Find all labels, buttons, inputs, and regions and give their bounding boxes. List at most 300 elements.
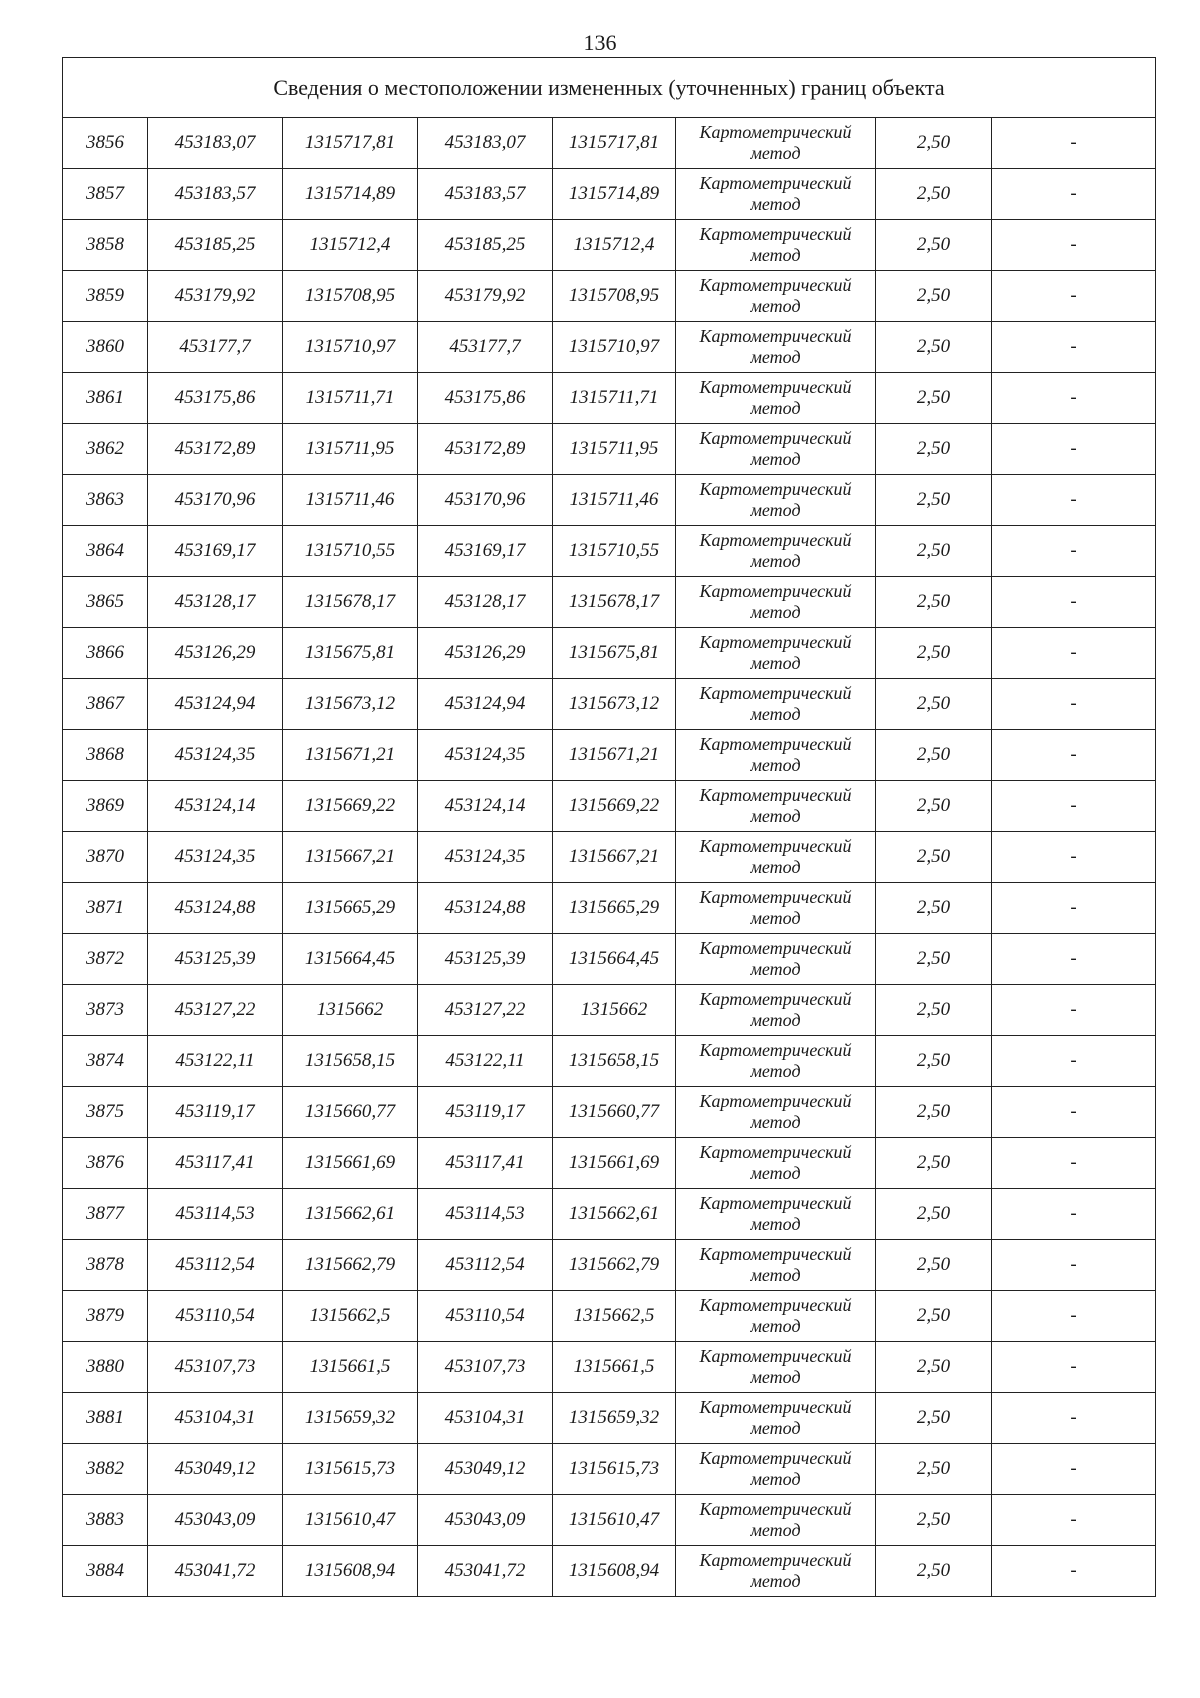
existing-y-cell: 1315671,21 bbox=[283, 730, 418, 781]
accuracy-cell: 2,50 bbox=[876, 424, 992, 475]
table-row bbox=[63, 781, 1156, 832]
refined-x-cell: 453124,14 bbox=[418, 781, 553, 832]
method-label-line2: метод bbox=[750, 1316, 801, 1336]
description-cell: - bbox=[992, 628, 1156, 679]
method-cell bbox=[676, 1546, 876, 1597]
method-cell bbox=[676, 169, 876, 220]
method-cell bbox=[676, 1393, 876, 1444]
description-cell: - bbox=[992, 118, 1156, 169]
accuracy-cell: 2,50 bbox=[876, 526, 992, 577]
point-number-cell: 3860 bbox=[63, 322, 148, 373]
accuracy-cell: 2,50 bbox=[876, 1291, 992, 1342]
accuracy-cell: 2,50 bbox=[876, 679, 992, 730]
refined-y-cell: 1315665,29 bbox=[553, 883, 676, 934]
existing-y-cell: 1315717,81 bbox=[283, 118, 418, 169]
method-cell bbox=[676, 118, 876, 169]
refined-y-cell: 1315669,22 bbox=[553, 781, 676, 832]
method-label-line1: Картометрический bbox=[699, 581, 852, 601]
method-cell bbox=[676, 1342, 876, 1393]
description-cell: - bbox=[992, 985, 1156, 1036]
refined-y-cell: 1315615,73 bbox=[553, 1444, 676, 1495]
method-label-line2: метод bbox=[750, 704, 801, 724]
existing-x-cell: 453183,07 bbox=[148, 118, 283, 169]
refined-y-cell: 1315661,5 bbox=[553, 1342, 676, 1393]
point-number-cell: 3877 bbox=[63, 1189, 148, 1240]
existing-y-cell: 1315711,71 bbox=[283, 373, 418, 424]
existing-x-cell: 453124,35 bbox=[148, 832, 283, 883]
refined-y-cell: 1315708,95 bbox=[553, 271, 676, 322]
refined-x-cell: 453124,88 bbox=[418, 883, 553, 934]
existing-x-cell: 453122,11 bbox=[148, 1036, 283, 1087]
method-cell bbox=[676, 577, 876, 628]
method-cell bbox=[676, 1495, 876, 1546]
description-cell: - bbox=[992, 679, 1156, 730]
description-cell: - bbox=[992, 1291, 1156, 1342]
existing-x-cell: 453127,22 bbox=[148, 985, 283, 1036]
refined-x-cell: 453169,17 bbox=[418, 526, 553, 577]
refined-x-cell: 453041,72 bbox=[418, 1546, 553, 1597]
existing-x-cell: 453043,09 bbox=[148, 1495, 283, 1546]
table-row bbox=[63, 679, 1156, 730]
table-row bbox=[63, 169, 1156, 220]
accuracy-cell: 2,50 bbox=[876, 1393, 992, 1444]
existing-x-cell: 453049,12 bbox=[148, 1444, 283, 1495]
refined-x-cell: 453119,17 bbox=[418, 1087, 553, 1138]
point-number-cell: 3882 bbox=[63, 1444, 148, 1495]
method-cell bbox=[676, 832, 876, 883]
method-label-line1: Картометрический bbox=[699, 173, 852, 193]
description-cell: - bbox=[992, 1036, 1156, 1087]
description-cell: - bbox=[992, 373, 1156, 424]
refined-x-cell: 453183,57 bbox=[418, 169, 553, 220]
method-cell bbox=[676, 220, 876, 271]
description-cell: - bbox=[992, 730, 1156, 781]
description-cell: - bbox=[992, 577, 1156, 628]
table-row bbox=[63, 1189, 1156, 1240]
method-label-line2: метод bbox=[750, 1163, 801, 1183]
accuracy-cell: 2,50 bbox=[876, 1087, 992, 1138]
method-label-line1: Картометрический bbox=[699, 1346, 852, 1366]
description-cell: - bbox=[992, 1189, 1156, 1240]
refined-y-cell: 1315678,17 bbox=[553, 577, 676, 628]
method-label-line2: метод bbox=[750, 245, 801, 265]
method-label-line1: Картометрический bbox=[699, 275, 852, 295]
existing-x-cell: 453110,54 bbox=[148, 1291, 283, 1342]
refined-y-cell: 1315667,21 bbox=[553, 832, 676, 883]
accuracy-cell: 2,50 bbox=[876, 118, 992, 169]
accuracy-cell: 2,50 bbox=[876, 271, 992, 322]
method-label-line1: Картометрический bbox=[699, 224, 852, 244]
existing-x-cell: 453179,92 bbox=[148, 271, 283, 322]
table-title-row bbox=[63, 58, 1156, 118]
refined-y-cell: 1315671,21 bbox=[553, 730, 676, 781]
point-number-cell: 3865 bbox=[63, 577, 148, 628]
refined-y-cell: 1315711,71 bbox=[553, 373, 676, 424]
existing-y-cell: 1315610,47 bbox=[283, 1495, 418, 1546]
point-number-cell: 3879 bbox=[63, 1291, 148, 1342]
refined-y-cell: 1315662,5 bbox=[553, 1291, 676, 1342]
point-number-cell: 3864 bbox=[63, 526, 148, 577]
method-cell bbox=[676, 424, 876, 475]
existing-y-cell: 1315662 bbox=[283, 985, 418, 1036]
description-cell: - bbox=[992, 1444, 1156, 1495]
point-number-cell: 3866 bbox=[63, 628, 148, 679]
table-row bbox=[63, 1444, 1156, 1495]
existing-x-cell: 453183,57 bbox=[148, 169, 283, 220]
existing-x-cell: 453177,7 bbox=[148, 322, 283, 373]
existing-x-cell: 453170,96 bbox=[148, 475, 283, 526]
method-label-line1: Картометрический bbox=[699, 1040, 852, 1060]
refined-y-cell: 1315608,94 bbox=[553, 1546, 676, 1597]
existing-x-cell: 453124,88 bbox=[148, 883, 283, 934]
refined-y-cell: 1315711,46 bbox=[553, 475, 676, 526]
point-number-cell: 3872 bbox=[63, 934, 148, 985]
point-number-cell: 3873 bbox=[63, 985, 148, 1036]
method-cell bbox=[676, 1240, 876, 1291]
point-number-cell: 3870 bbox=[63, 832, 148, 883]
page-number: 136 bbox=[583, 30, 617, 55]
existing-x-cell: 453114,53 bbox=[148, 1189, 283, 1240]
method-label-line1: Картометрический bbox=[699, 1448, 852, 1468]
refined-x-cell: 453175,86 bbox=[418, 373, 553, 424]
method-label-line1: Картометрический bbox=[699, 632, 852, 652]
description-cell: - bbox=[992, 781, 1156, 832]
table-row bbox=[63, 118, 1156, 169]
point-number-cell: 3862 bbox=[63, 424, 148, 475]
method-label-line2: метод bbox=[750, 500, 801, 520]
table-row bbox=[63, 1495, 1156, 1546]
method-cell bbox=[676, 475, 876, 526]
method-label-line1: Картометрический bbox=[699, 785, 852, 805]
existing-x-cell: 453112,54 bbox=[148, 1240, 283, 1291]
refined-x-cell: 453185,25 bbox=[418, 220, 553, 271]
existing-y-cell: 1315660,77 bbox=[283, 1087, 418, 1138]
method-cell bbox=[676, 1291, 876, 1342]
refined-x-cell: 453124,94 bbox=[418, 679, 553, 730]
existing-y-cell: 1315665,29 bbox=[283, 883, 418, 934]
accuracy-cell: 2,50 bbox=[876, 832, 992, 883]
method-label-line2: метод bbox=[750, 857, 801, 877]
method-label-line2: метод bbox=[750, 1112, 801, 1132]
accuracy-cell: 2,50 bbox=[876, 577, 992, 628]
refined-x-cell: 453183,07 bbox=[418, 118, 553, 169]
method-cell bbox=[676, 1189, 876, 1240]
table-row bbox=[63, 934, 1156, 985]
method-cell bbox=[676, 1444, 876, 1495]
refined-y-cell: 1315610,47 bbox=[553, 1495, 676, 1546]
existing-x-cell: 453041,72 bbox=[148, 1546, 283, 1597]
point-number-cell: 3869 bbox=[63, 781, 148, 832]
refined-x-cell: 453117,41 bbox=[418, 1138, 553, 1189]
point-number-cell: 3880 bbox=[63, 1342, 148, 1393]
method-label-line2: метод bbox=[750, 908, 801, 928]
method-cell bbox=[676, 628, 876, 679]
existing-y-cell: 1315662,61 bbox=[283, 1189, 418, 1240]
existing-y-cell: 1315615,73 bbox=[283, 1444, 418, 1495]
refined-y-cell: 1315660,77 bbox=[553, 1087, 676, 1138]
existing-y-cell: 1315675,81 bbox=[283, 628, 418, 679]
existing-x-cell: 453125,39 bbox=[148, 934, 283, 985]
refined-x-cell: 453128,17 bbox=[418, 577, 553, 628]
existing-x-cell: 453169,17 bbox=[148, 526, 283, 577]
point-number-cell: 3857 bbox=[63, 169, 148, 220]
description-cell: - bbox=[992, 169, 1156, 220]
existing-x-cell: 453124,35 bbox=[148, 730, 283, 781]
description-cell: - bbox=[992, 1342, 1156, 1393]
method-label-line1: Картометрический bbox=[699, 326, 852, 346]
existing-y-cell: 1315662,79 bbox=[283, 1240, 418, 1291]
accuracy-cell: 2,50 bbox=[876, 628, 992, 679]
method-cell bbox=[676, 985, 876, 1036]
accuracy-cell: 2,50 bbox=[876, 169, 992, 220]
accuracy-cell: 2,50 bbox=[876, 322, 992, 373]
existing-x-cell: 453124,94 bbox=[148, 679, 283, 730]
existing-x-cell: 453104,31 bbox=[148, 1393, 283, 1444]
method-cell bbox=[676, 730, 876, 781]
existing-y-cell: 1315664,45 bbox=[283, 934, 418, 985]
accuracy-cell: 2,50 bbox=[876, 1342, 992, 1393]
method-label-line2: метод bbox=[750, 959, 801, 979]
refined-x-cell: 453127,22 bbox=[418, 985, 553, 1036]
refined-x-cell: 453043,09 bbox=[418, 1495, 553, 1546]
table-row bbox=[63, 322, 1156, 373]
method-label-line2: метод bbox=[750, 1061, 801, 1081]
table-row bbox=[63, 1342, 1156, 1393]
existing-y-cell: 1315662,5 bbox=[283, 1291, 418, 1342]
existing-y-cell: 1315714,89 bbox=[283, 169, 418, 220]
table-row bbox=[63, 373, 1156, 424]
point-number-cell: 3881 bbox=[63, 1393, 148, 1444]
point-number-cell: 3863 bbox=[63, 475, 148, 526]
table-row bbox=[63, 832, 1156, 883]
method-label-line2: метод bbox=[750, 755, 801, 775]
method-label-line1: Картометрический bbox=[699, 683, 852, 703]
existing-y-cell: 1315661,69 bbox=[283, 1138, 418, 1189]
method-label-line2: метод bbox=[750, 449, 801, 469]
method-cell bbox=[676, 526, 876, 577]
method-label-line2: метод bbox=[750, 1214, 801, 1234]
existing-y-cell: 1315667,21 bbox=[283, 832, 418, 883]
method-cell bbox=[676, 322, 876, 373]
refined-x-cell: 453122,11 bbox=[418, 1036, 553, 1087]
method-label-line2: метод bbox=[750, 1010, 801, 1030]
table-row bbox=[63, 883, 1156, 934]
refined-y-cell: 1315659,32 bbox=[553, 1393, 676, 1444]
existing-y-cell: 1315658,15 bbox=[283, 1036, 418, 1087]
existing-y-cell: 1315710,55 bbox=[283, 526, 418, 577]
refined-y-cell: 1315717,81 bbox=[553, 118, 676, 169]
existing-x-cell: 453126,29 bbox=[148, 628, 283, 679]
accuracy-cell: 2,50 bbox=[876, 934, 992, 985]
method-label-line1: Картометрический bbox=[699, 530, 852, 550]
accuracy-cell: 2,50 bbox=[876, 781, 992, 832]
refined-x-cell: 453107,73 bbox=[418, 1342, 553, 1393]
method-cell bbox=[676, 1138, 876, 1189]
existing-y-cell: 1315669,22 bbox=[283, 781, 418, 832]
description-cell: - bbox=[992, 322, 1156, 373]
existing-y-cell: 1315711,95 bbox=[283, 424, 418, 475]
existing-x-cell: 453185,25 bbox=[148, 220, 283, 271]
method-label-line2: метод bbox=[750, 551, 801, 571]
method-label-line1: Картометрический bbox=[699, 938, 852, 958]
method-label-line2: метод bbox=[750, 1571, 801, 1591]
existing-x-cell: 453128,17 bbox=[148, 577, 283, 628]
method-label-line1: Картометрический bbox=[699, 122, 852, 142]
description-cell: - bbox=[992, 1087, 1156, 1138]
refined-x-cell: 453124,35 bbox=[418, 832, 553, 883]
method-label-line1: Картометрический bbox=[699, 1550, 852, 1570]
refined-y-cell: 1315673,12 bbox=[553, 679, 676, 730]
accuracy-cell: 2,50 bbox=[876, 1240, 992, 1291]
existing-y-cell: 1315659,32 bbox=[283, 1393, 418, 1444]
method-label-line2: метод bbox=[750, 1520, 801, 1540]
accuracy-cell: 2,50 bbox=[876, 1189, 992, 1240]
table-row bbox=[63, 1546, 1156, 1597]
existing-y-cell: 1315708,95 bbox=[283, 271, 418, 322]
method-label-line1: Картометрический bbox=[699, 428, 852, 448]
method-label-line2: метод bbox=[750, 194, 801, 214]
table-row bbox=[63, 1291, 1156, 1342]
refined-x-cell: 453172,89 bbox=[418, 424, 553, 475]
method-cell bbox=[676, 1087, 876, 1138]
table-row bbox=[63, 577, 1156, 628]
table-row bbox=[63, 1087, 1156, 1138]
method-cell bbox=[676, 679, 876, 730]
table-row bbox=[63, 628, 1156, 679]
description-cell: - bbox=[992, 1138, 1156, 1189]
refined-x-cell: 453170,96 bbox=[418, 475, 553, 526]
accuracy-cell: 2,50 bbox=[876, 883, 992, 934]
accuracy-cell: 2,50 bbox=[876, 985, 992, 1036]
description-cell: - bbox=[992, 1546, 1156, 1597]
accuracy-cell: 2,50 bbox=[876, 730, 992, 781]
method-cell bbox=[676, 883, 876, 934]
existing-x-cell: 453124,14 bbox=[148, 781, 283, 832]
method-label-line1: Картометрический bbox=[699, 836, 852, 856]
boundary-coordinates-table bbox=[62, 57, 1156, 1597]
refined-x-cell: 453179,92 bbox=[418, 271, 553, 322]
refined-x-cell: 453126,29 bbox=[418, 628, 553, 679]
point-number-cell: 3876 bbox=[63, 1138, 148, 1189]
table-row bbox=[63, 271, 1156, 322]
point-number-cell: 3871 bbox=[63, 883, 148, 934]
existing-y-cell: 1315608,94 bbox=[283, 1546, 418, 1597]
description-cell: - bbox=[992, 832, 1156, 883]
description-cell: - bbox=[992, 220, 1156, 271]
existing-y-cell: 1315673,12 bbox=[283, 679, 418, 730]
method-label-line2: метод bbox=[750, 653, 801, 673]
method-label-line1: Картометрический bbox=[699, 479, 852, 499]
method-label-line2: метод bbox=[750, 143, 801, 163]
point-number-cell: 3883 bbox=[63, 1495, 148, 1546]
point-number-cell: 3867 bbox=[63, 679, 148, 730]
method-label-line2: метод bbox=[750, 1418, 801, 1438]
existing-x-cell: 453117,41 bbox=[148, 1138, 283, 1189]
existing-y-cell: 1315712,4 bbox=[283, 220, 418, 271]
method-label-line2: метод bbox=[750, 296, 801, 316]
refined-x-cell: 453124,35 bbox=[418, 730, 553, 781]
description-cell: - bbox=[992, 934, 1156, 985]
table-row bbox=[63, 1240, 1156, 1291]
accuracy-cell: 2,50 bbox=[876, 1036, 992, 1087]
method-label-line2: метод bbox=[750, 398, 801, 418]
existing-x-cell: 453175,86 bbox=[148, 373, 283, 424]
method-label-line1: Картометрический bbox=[699, 989, 852, 1009]
point-number-cell: 3878 bbox=[63, 1240, 148, 1291]
method-label-line1: Картометрический bbox=[699, 1295, 852, 1315]
method-label-line2: метод bbox=[750, 1265, 801, 1285]
method-cell bbox=[676, 934, 876, 985]
refined-y-cell: 1315662 bbox=[553, 985, 676, 1036]
table-row bbox=[63, 985, 1156, 1036]
point-number-cell: 3856 bbox=[63, 118, 148, 169]
refined-y-cell: 1315675,81 bbox=[553, 628, 676, 679]
method-label-line1: Картометрический bbox=[699, 887, 852, 907]
existing-y-cell: 1315711,46 bbox=[283, 475, 418, 526]
description-cell: - bbox=[992, 424, 1156, 475]
method-label-line1: Картометрический bbox=[699, 1142, 852, 1162]
point-number-cell: 3859 bbox=[63, 271, 148, 322]
accuracy-cell: 2,50 bbox=[876, 1546, 992, 1597]
table-row bbox=[63, 1138, 1156, 1189]
refined-x-cell: 453177,7 bbox=[418, 322, 553, 373]
accuracy-cell: 2,50 bbox=[876, 475, 992, 526]
description-cell: - bbox=[992, 1393, 1156, 1444]
method-label-line1: Картометрический bbox=[699, 1397, 852, 1417]
existing-y-cell: 1315710,97 bbox=[283, 322, 418, 373]
refined-y-cell: 1315664,45 bbox=[553, 934, 676, 985]
refined-y-cell: 1315710,55 bbox=[553, 526, 676, 577]
refined-x-cell: 453104,31 bbox=[418, 1393, 553, 1444]
method-label-line2: метод bbox=[750, 806, 801, 826]
method-cell bbox=[676, 373, 876, 424]
method-label-line2: метод bbox=[750, 1367, 801, 1387]
refined-x-cell: 453049,12 bbox=[418, 1444, 553, 1495]
refined-x-cell: 453112,54 bbox=[418, 1240, 553, 1291]
method-label-line2: метод bbox=[750, 1469, 801, 1489]
refined-x-cell: 453110,54 bbox=[418, 1291, 553, 1342]
method-label-line1: Картометрический bbox=[699, 1091, 852, 1111]
method-label-line1: Картометрический bbox=[699, 1193, 852, 1213]
description-cell: - bbox=[992, 475, 1156, 526]
table-title: Сведения о местоположении измененных (уточненных) границ объекта bbox=[63, 58, 1156, 118]
existing-x-cell: 453107,73 bbox=[148, 1342, 283, 1393]
refined-y-cell: 1315712,4 bbox=[553, 220, 676, 271]
point-number-cell: 3884 bbox=[63, 1546, 148, 1597]
method-label-line1: Картометрический bbox=[699, 1244, 852, 1264]
existing-y-cell: 1315661,5 bbox=[283, 1342, 418, 1393]
method-label-line1: Картометрический bbox=[699, 377, 852, 397]
accuracy-cell: 2,50 bbox=[876, 220, 992, 271]
refined-y-cell: 1315662,61 bbox=[553, 1189, 676, 1240]
table-body bbox=[63, 118, 1156, 1597]
description-cell: - bbox=[992, 883, 1156, 934]
method-cell bbox=[676, 781, 876, 832]
accuracy-cell: 2,50 bbox=[876, 373, 992, 424]
point-number-cell: 3868 bbox=[63, 730, 148, 781]
point-number-cell: 3858 bbox=[63, 220, 148, 271]
existing-y-cell: 1315678,17 bbox=[283, 577, 418, 628]
point-number-cell: 3874 bbox=[63, 1036, 148, 1087]
existing-x-cell: 453119,17 bbox=[148, 1087, 283, 1138]
refined-y-cell: 1315661,69 bbox=[553, 1138, 676, 1189]
refined-y-cell: 1315710,97 bbox=[553, 322, 676, 373]
refined-y-cell: 1315662,79 bbox=[553, 1240, 676, 1291]
description-cell: - bbox=[992, 1495, 1156, 1546]
description-cell: - bbox=[992, 271, 1156, 322]
method-cell bbox=[676, 1036, 876, 1087]
accuracy-cell: 2,50 bbox=[876, 1444, 992, 1495]
